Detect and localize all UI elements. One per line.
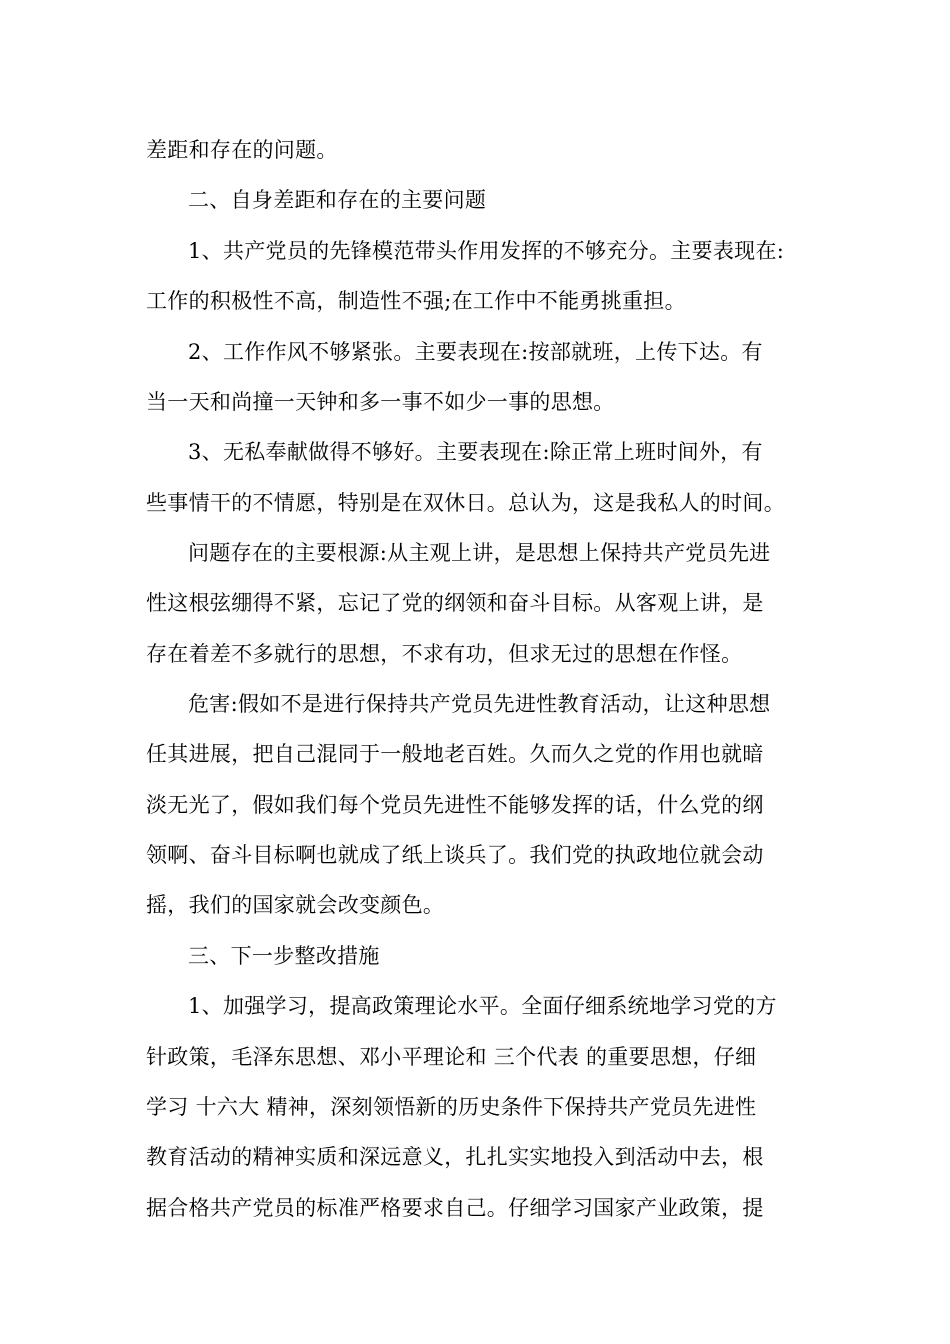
text-line: 淡无光了，假如我们每个党员先进性不能够发挥的话，什么党的纲 xyxy=(146,793,764,817)
text-line: 教育活动的精神实质和深远意义，扎扎实实地投入到活动中去，根 xyxy=(146,1145,764,1169)
text-line: 3、无私奉献做得不够好。主要表现在:除正常上班时间外，有 xyxy=(188,440,763,464)
text-line: 些事情干的不情愿，特别是在双休日。总认为，这是我私人的时间。 xyxy=(146,491,785,515)
text-line: 2、工作作风不够紧张。主要表现在:按部就班，上传下达。有 xyxy=(188,340,763,364)
text-line: 当一天和尚撞一天钟和多一事不如少一事的思想。 xyxy=(146,390,615,414)
text-line: 工作的积极性不高，制造性不强;在工作中不能勇挑重担。 xyxy=(146,289,686,313)
text-line: 任其进展，把自己混同于一般地老百姓。久而久之党的作用也就暗 xyxy=(146,742,764,766)
section-heading: 三、下一步整改措施 xyxy=(188,944,380,968)
text-line: 性这根弦绷得不紧，忘记了党的纲领和奋斗目标。从客观上讲，是 xyxy=(146,591,764,615)
text-line: 领啊、奋斗目标啊也就成了纸上谈兵了。我们党的执政地位就会动 xyxy=(146,843,764,867)
text-line: 学习 十六大 精神，深刻领悟新的历史条件下保持共产党员先进性 xyxy=(146,1095,757,1119)
text-line: 摇，我们的国家就会改变颜色。 xyxy=(146,893,445,917)
text-line: 存在着差不多就行的思想，不求有功，但求无过的思想在作怪。 xyxy=(146,642,743,666)
text-line: 危害:假如不是进行保持共产党员先进性教育活动，让这种思想 xyxy=(188,692,771,716)
text-line: 据合格共产党员的标准严格要求自己。仔细学习国家产业政策，提 xyxy=(146,1196,764,1220)
text-line: 1、加强学习，提高政策理论水平。全面仔细系统地学习党的方 xyxy=(188,994,777,1018)
text-line: 问题存在的主要根源:从主观上讲，是思想上保持共产党员先进 xyxy=(188,541,771,565)
text-line: 针政策，毛泽东思想、邓小平理论和 三个代表 的重要思想，仔细 xyxy=(146,1045,757,1069)
text-line: 差距和存在的问题。 xyxy=(146,138,338,162)
text-line: 1、共产党员的先锋模范带头作用发挥的不够充分。主要表现在: xyxy=(188,239,785,263)
section-heading: 二、自身差距和存在的主要问题 xyxy=(188,188,487,212)
